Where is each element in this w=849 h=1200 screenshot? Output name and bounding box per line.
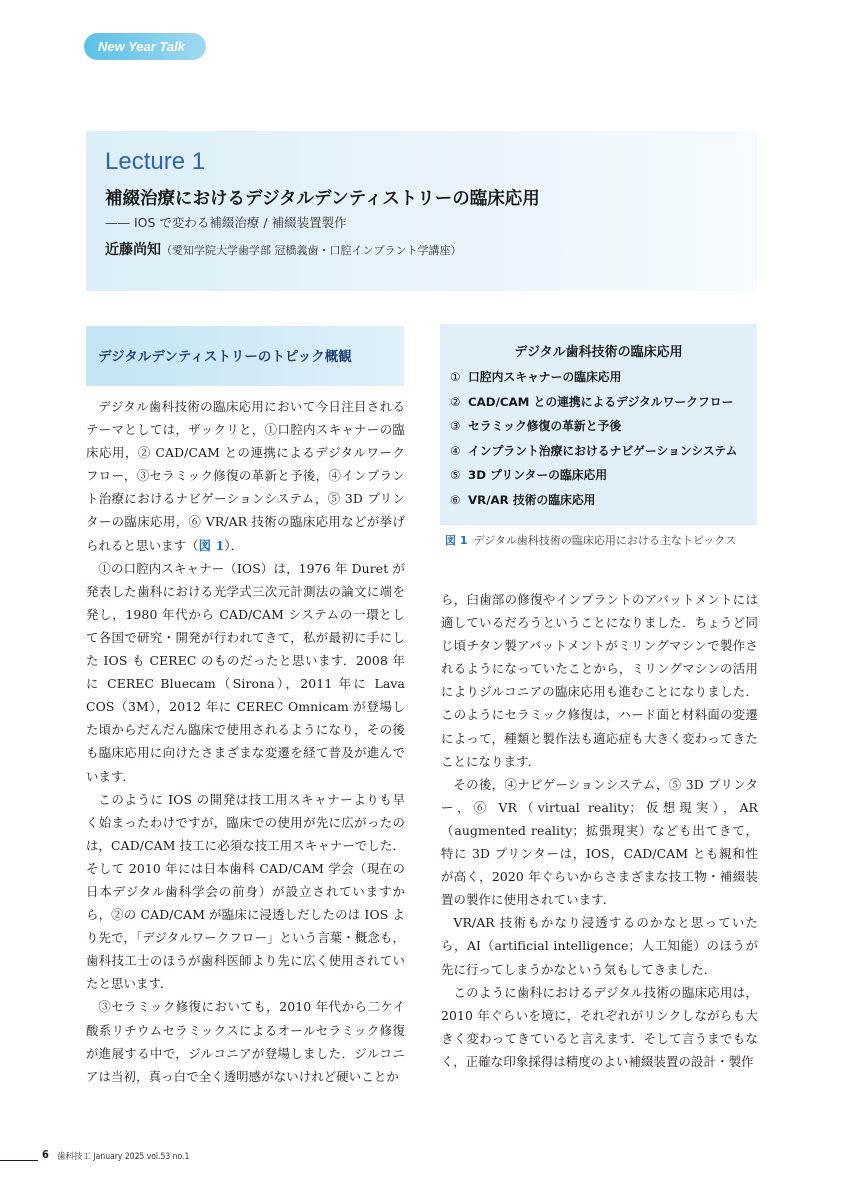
list-item (450, 466, 737, 491)
list-number: ② (450, 394, 461, 409)
list-item (450, 442, 737, 467)
figure-1-box (440, 324, 757, 525)
journal-info: 歯科技工 January 2025 vol.53 no.1 (57, 1152, 190, 1162)
list-item (450, 393, 737, 418)
lecture-number: Lecture 1 (105, 148, 206, 175)
paragraph: このように IOS の開発は技工用スキャナーよりも早く始まったわけですが，臨床での使用が先に広がったのは，CAD/CAM 技工に必須な技工用スキャナーでした．そして 2010 年には日本歯科 CAD/CAM 学会（現在の日本デジタル歯科学会の前身）が設立されていますから，②の CAD/CAM が臨床に浸透しだしたのは IOS より先で，「デジタルワークフロー」という言葉・概念も，歯科技工士のほうが歯科医師より先に広く使用されていたと思います． (86, 791, 405, 992)
list-number: ① (450, 370, 461, 384)
paragraph: ら，臼歯部の修復やインプラントのアバットメントには適しているだろうということになりました．ちょうど同じ頃チタン製アバットメントがミリングマシンで製作されるようになっていたことから，ミリングマシンの活用によりジルコニアの臨床応用も進むことになりました．このようにセラミック修復は，ハード面と材料面の変遷によって，種類と製作法も適応症も大きく変わってきたことになります． (441, 592, 758, 769)
author-affiliation: （愛知学院大学歯学部 冠橋義歯・口腔インプラント学講座） (161, 244, 462, 257)
list-text: 3D プリンターの臨床応用 (468, 468, 608, 482)
paragraph: ①の口腔内スキャナー（IOS）は，1976 年 Duret が発表した歯科における光学式三次元計測法の論文に端を発し，1980 年代から CAD/CAM システムの一環として各国で研究・開発が行われてきて，私が最初に手にした IOS も CEREC のものだったと思います．2008 年に CEREC Bluecam（Sirona），2011 年に Lava COS（3M），2012 年に CEREC Omnicam が登場した頃からだんだん臨床で使用されるようになり，その後も臨床応用に向けたさまざまな変遷を経て普及が進んでいます． (86, 560, 405, 784)
paragraph: その後，④ナビゲーションシステム，⑤ 3D プリンター，⑥ VR（virtual reality；仮想現実），AR（augmented reality；拡張現実）なども出てきて，特に 3D プリンターは，IOS，CAD/CAM とも親和性が高く，2020 年ぐらいからさまざまな技工物・補綴装置の製作に使用されています． (441, 776, 758, 908)
list-number: ④ (450, 443, 461, 458)
figure-label: 図 1 (445, 534, 468, 547)
page-footer (0, 1148, 400, 1164)
section-heading: デジタルデンティストリーのトピック概観 (86, 326, 404, 386)
figure-caption-text: デジタル歯科技術の臨床応用における主なトピックス (473, 534, 737, 547)
list-text: 口腔内スキャナーの臨床応用 (468, 370, 622, 384)
author-line (105, 239, 462, 259)
paragraph: VR/AR 技術もかなり浸透するのかなと思っていたら，AI（artificial intelligence；人工知能）のほうが先に行ってしまうかなという気もしてきました． (441, 915, 758, 977)
paragraph: ③セラミック修復においても，2010 年代から二ケイ酸系リチウムセラミックスによるオールセラミック修復が進展する中で，ジルコニアが登場しました．ジルコニアは当初，真っ白で全く透明感がないけれど硬いことか (86, 999, 405, 1084)
list-text: セラミック修復の革新と予後 (468, 419, 622, 433)
body-column-right (441, 588, 758, 1073)
list-item (450, 417, 737, 442)
page-number: 6 (42, 1148, 49, 1161)
footer-rule (0, 1160, 38, 1161)
author-name: 近藤尚知 (105, 242, 161, 258)
lecture-title: 補綴治療におけるデジタルデンティストリーの臨床応用 (105, 189, 540, 209)
figure-reference-link[interactable]: 図 1 (198, 537, 225, 553)
paragraph-text: デジタル歯科技術の臨床応用において今日注目されるテーマとしては，ザックリと，①口腔内スキャナーの臨床応用，② CAD/CAM との連携によるデジタルワークフロー，③セラミック修復の革新と予後，④インプラント治療におけるナビゲーションシステム，⑤ 3D プリンターの臨床応用，⑥ VR/AR 技術の臨床応用などが挙げられると思います（ (86, 399, 405, 553)
section-tag: New Year Talk (84, 33, 206, 60)
paragraph (86, 395, 405, 557)
list-number: ③ (450, 419, 461, 433)
body-column-left (86, 395, 405, 1088)
figure-topic-list (450, 368, 737, 515)
list-number: ⑥ (450, 492, 461, 507)
paragraph-text: ）． (224, 537, 244, 553)
lecture-subtitle: —— IOS で変わる補綴治療 / 補綴装置製作 (105, 215, 347, 230)
list-text: CAD/CAM との連携によるデジタルワークフロー (468, 394, 734, 409)
list-item (450, 491, 737, 516)
figure-title: デジタル歯科技術の臨床応用 (514, 345, 683, 360)
list-number: ⑤ (450, 468, 461, 482)
list-item (450, 368, 737, 393)
lecture-header (86, 131, 757, 291)
paragraph: このように歯科におけるデジタル技術の臨床応用は，2010 年ぐらいを境に，それぞれがリンクしながらも大きく変わってきていると言えます．そして言うまでもなく，正確な印象採得は精度のよい補綴装置の設計・製作 (441, 984, 758, 1069)
figure-caption (445, 533, 759, 549)
list-text: VR/AR 技術の臨床応用 (468, 492, 596, 507)
list-text: インプラント治療におけるナビゲーションシステム (468, 443, 738, 458)
